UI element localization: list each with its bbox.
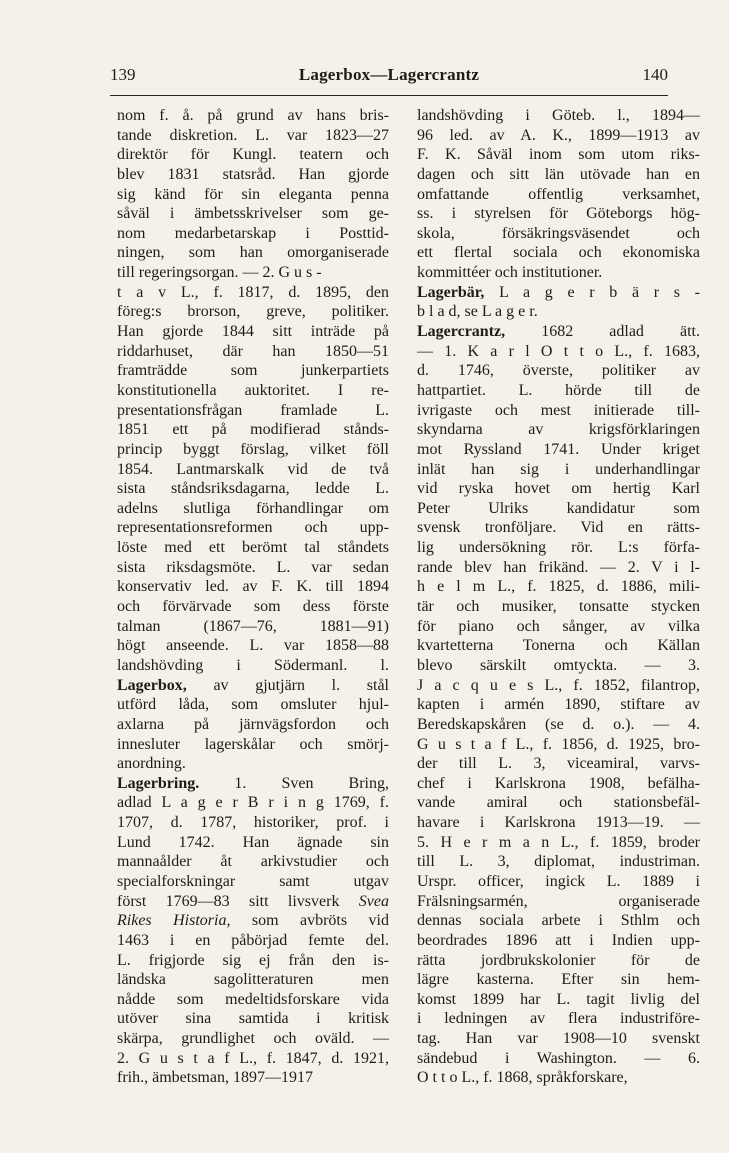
text-line: sista ståndsriksdagarna, ledde L. [117,480,389,498]
text-line: sista riksdagsmöte. L. var sedan [117,558,389,576]
text-line: G u s t a f L., f. 1856, d. 1925, bro- [417,735,700,753]
text-line: konservativ led. av F. K. till 1894 [117,578,389,596]
text-line: Urspr. officer, ingick L. 1889 i [417,872,700,890]
text-line: b l a d, se L a g e r. [417,303,538,321]
right-column [417,106,700,1088]
text-line: innesluter lagerskålar och smörj- [117,735,389,753]
text-line: beordrades 1896 att i Indien upp- [417,931,700,949]
text-line: till L. 3, diplomat, industriman. [417,853,700,871]
text-line: Han gjorde 1844 sitt inträde på [117,323,389,341]
text-line: riddarhuset, där han 1850—51 [117,342,389,360]
text-line: kommittéer och institutioner. [417,264,603,282]
text-line: 1851 ett på modifierad stånds- [117,421,389,439]
text-line: dennas sociala arbete i Sthlm och [417,912,700,930]
text-line: sig känd för sin eleganta penna [117,185,389,203]
text-line: först 1769—83 sitt livsverk Svea [117,892,389,910]
text-line: Lagerbox, av gjutjärn l. stål [117,676,389,694]
text-line: anordning. [117,755,186,773]
text-line: tande diskretion. L. var 1823—27 [117,126,389,144]
text-line: nådde som medeltidsforskare vida [117,990,389,1008]
text-line: mot Ryssland 1741. Under kriget [417,440,700,458]
text-line: O t t o L., f. 1868, språkforskare, [417,1069,628,1087]
text-line: ningen, som han omorganiserade [117,244,389,262]
text-line: inlät han sig i underhandlingar [417,460,700,478]
page-header [110,62,668,88]
text-line: Lagerbring. 1. Sven Bring, [117,774,389,792]
text-line: specialforskningar samt utgav [117,872,389,890]
text-line: 1854. Lantmarskalk vid de två [117,460,389,478]
text-line: representationsreformen och upp- [117,519,389,537]
text-line: skärpa, grundlighet och oväld. — [117,1030,389,1048]
text-line: ett flertal sociala och ekonomiska [417,244,700,262]
text-line: landshövding i Södermanl. l. [117,656,389,674]
text-line: Frälsningsarmén, organiserade [417,892,700,910]
text-line: rätta jordbrukskolonier för de [417,951,700,969]
text-line: Lagerbär, L a g e r b ä r s - [417,283,700,301]
text-line: J a c q u e s L., f. 1852, filantrop, [417,676,700,694]
text-line: till regeringsorgan. — 2. G u s - [117,264,322,282]
text-line: framträdde som junkerpartiets [117,362,389,380]
text-line: ivrigaste och mest initierade till- [417,401,700,419]
text-line: högt anseende. L. var 1858—88 [117,637,389,655]
text-line: skola, försäkringsväsendet och [417,224,700,242]
text-line: 2. G u s t a f L., f. 1847, d. 1921, [117,1049,389,1067]
page-number-left: 139 [110,65,136,84]
text-line: Rikes Historia, som avbröts vid [117,912,389,930]
text-line: 96 led. av A. K., 1899—1913 av [417,126,700,144]
text-line: nom medarbetarskap i Posttid- [117,224,389,242]
text-line: havare i Karlskrona 1913—19. — [417,814,700,832]
text-line: adelns slutliga förhandlingar om [117,499,389,517]
text-line: blevo särskilt omtyckta. — 3. [417,656,700,674]
text-line: Lagercrantz, 1682 adlad ätt. [417,323,700,341]
text-line: L. frigjorde sig ej från den is- [117,951,389,969]
text-line: skyndarna av krigsförklaringen [417,421,700,439]
header-rule [110,95,668,96]
text-line: nom f. å. på grund av hans bris- [117,107,389,124]
left-column [117,106,389,1088]
text-line: t a v L., f. 1817, d. 1895, den [117,283,389,301]
text-line: kapten i armén 1890, stiftare av [417,696,700,714]
text-line: föreg:s brorson, greve, politiker. [117,303,389,321]
text-line: komst 1899 har L. tagit livlig del [417,990,700,1008]
text-line: der till L. 3, viceamiral, varvs- [417,755,700,773]
text-line: princip byggt förslag, vilket föll [117,440,389,458]
text-line: rande blev han frikänd. — 2. V i l- [417,558,700,576]
text-line: tag. Han var 1908—10 svenskt [417,1030,700,1048]
text-line: konstitutionella auktoritet. I re- [117,381,389,399]
text-line: d. 1746, överste, politiker av [417,362,700,380]
text-line: löste med ett berömt tal ståndets [117,539,389,557]
text-line: lig undersökning rör. L:s förfa- [417,539,700,557]
text-line: F. K. Såväl inom som utom riks- [417,146,700,164]
text-line: i ledningen av flera industriföre- [417,1010,700,1028]
text-line: Beredskapskåren (se d. o.). — 4. [417,715,700,733]
text-line: sändebud i Washington. — 6. [417,1049,700,1067]
text-line: dagen och sitt län utövade han en [417,165,700,183]
text-line: presentationsfrågan framlade L. [117,401,389,419]
text-line: vande amiral och stationsbefäl- [417,794,700,812]
text-line: talman (1867—76, 1881—91) [117,617,389,635]
text-line: ss. i styrelsen för Göteborgs hög- [417,205,700,223]
text-line: 5. H e r m a n L., f. 1859, broder [417,833,700,851]
text-line: omfattande offentlig verksamhet, [417,185,700,203]
running-head-title: Lagerbox—Lagercrantz [298,65,480,84]
text-line: Lund 1742. Han ägnade sin [117,833,389,851]
text-line: tär och musiker, tonsatte stycken [417,598,700,616]
text-line: — 1. K a r l O t t o L., f. 1683, [417,342,700,360]
page-number-right: 140 [642,65,668,84]
text-line: Peter Ulriks kandidatur som [417,499,700,517]
text-line: kvartetterna Tonerna och Källan [417,637,700,655]
text-line: utförd låda, som omsluter hjul- [117,696,389,714]
text-line: 1707, d. 1787, historiker, prof. i [117,814,389,832]
text-line: såväl i ämbetsskrivelser som ge- [117,205,389,223]
text-line: 1463 i en påbörjad femte del. [117,931,389,949]
text-line: och förvärvade som dess förste [117,598,389,616]
text-line: vid ryska hovet om hertig Karl [417,480,700,498]
text-line: lägre kasterna. Efter sin hem- [417,971,700,989]
text-line: landshövding i Göteb. l., 1894— [417,107,700,124]
text-line: chef i Karlskrona 1908, befälha- [417,774,700,792]
text-line: axlarna på järnvägsfordon och [117,715,389,733]
text-line: för piano och sånger, av vilka [417,617,700,635]
text-line: ländska sagolitteraturen men [117,971,389,989]
text-line: blev 1831 statsråd. Han gjorde [117,165,389,183]
text-line: adlad L a g e r B r i n g 1769, f. [117,794,389,812]
text-line: frih., ämbetsman, 1897—1917 [117,1069,313,1087]
text-line: direktör för Kungl. teatern och [117,146,389,164]
text-line: utöver sina samtida i kritisk [117,1010,389,1028]
text-line: mannaålder åt arkivstudier och [117,853,389,871]
text-line: svensk tronföljare. Vid en rätts- [417,519,700,537]
text-line: h e l m L., f. 1825, d. 1886, mili- [417,578,700,596]
text-line: hattpartiet. L. hörde till de [417,381,700,399]
